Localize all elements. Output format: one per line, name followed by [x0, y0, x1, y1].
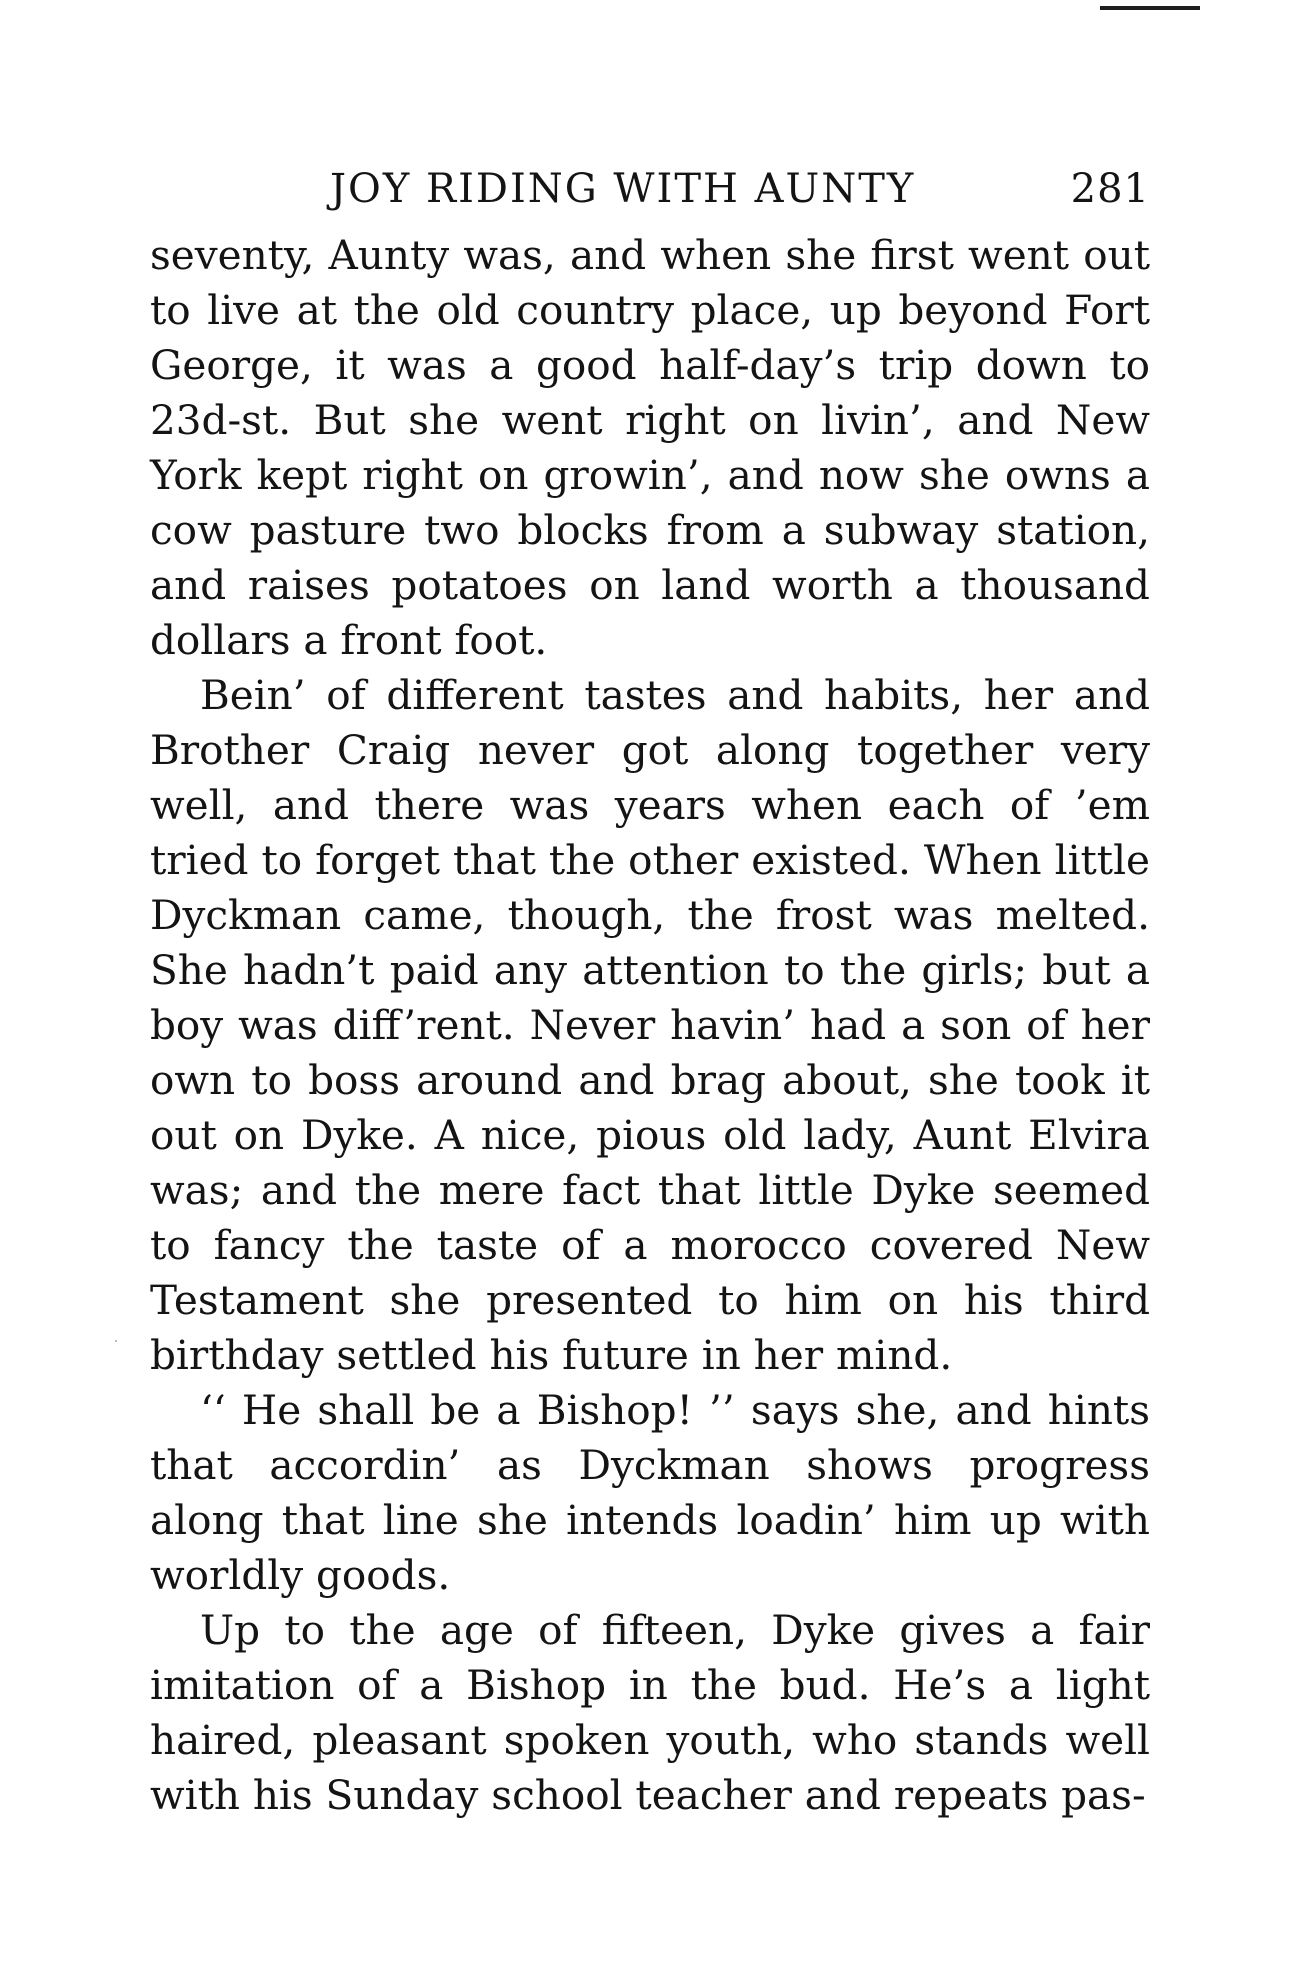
- paragraph-1: seventy, Aunty was, and when she first went out to live at the old country place, up beyond Fort George, it was a good half-day’s trip down to 23d-st. But she went right on livin’, and New York kept right on growin’, and now she owns a cow pasture two blocks from a subway station, and raises potatoes on land worth a thousand dollars a front foot.: [150, 231, 1150, 664]
- running-head-title: JOY RIDING WITH AUNTY: [330, 166, 916, 212]
- page-content: [150, 160, 1150, 1823]
- paragraph-3: ‘‘ He shall be a Bishop! ’’ says she, and hints that accordin’ as Dyckman shows progress along that line she intends loadin’ him up with worldly goods.: [150, 1386, 1150, 1599]
- page-speck: [115, 1340, 117, 1342]
- paragraph-4: Up to the age of fifteen, Dyke gives a fair imitation of a Bishop in the bud. He’s a light haired, pleasant spoken youth, who stands well with his Sunday school teacher and repeats pas-: [150, 1606, 1150, 1819]
- paragraph-2: Bein’ of different tastes and habits, her and Brother Craig never got along together very well, and there was years when each of ’em tried to forget that the other existed. When little Dyckman came, though, the frost was melted. She hadn’t paid any attention to the girls; but a boy was diff’rent. Never havin’ had a son of her own to boss around and brag about, she took it out on Dyke. A nice, pious old lady, Aunt Elvira was; and the mere fact that little Dyke seemed to fancy the taste of a morocco covered New Testament she presented to him on his third birthday settled his future in her mind.: [150, 671, 1150, 1379]
- corner-rule: [1100, 6, 1200, 10]
- running-head: [160, 160, 1150, 220]
- page-number: 281: [1070, 166, 1150, 212]
- body-text: [150, 228, 1150, 1823]
